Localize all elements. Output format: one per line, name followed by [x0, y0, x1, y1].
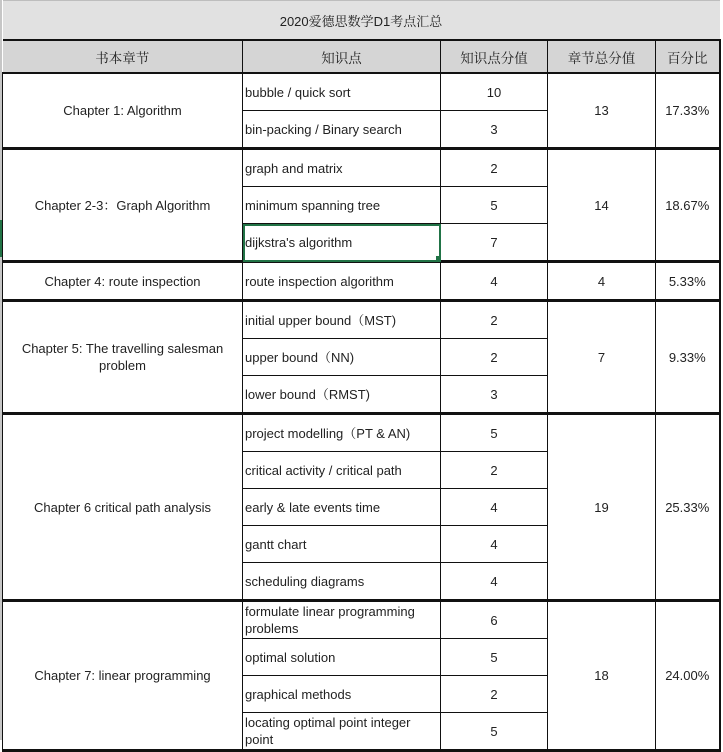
chapter-total-cell[interactable]: 18: [548, 601, 656, 751]
point-score-cell[interactable]: 4: [441, 526, 548, 563]
point-score-cell[interactable]: 3: [441, 376, 548, 414]
point-score-cell[interactable]: 2: [441, 452, 548, 489]
point-score-cell[interactable]: 4: [441, 489, 548, 526]
knowledge-point-cell[interactable]: scheduling diagrams: [243, 563, 441, 601]
chapter-total-cell[interactable]: 4: [548, 262, 656, 301]
header-knowledge-point[interactable]: 知识点: [243, 40, 441, 73]
knowledge-point-cell[interactable]: critical activity / critical path: [243, 452, 441, 489]
knowledge-point-cell[interactable]: route inspection algorithm: [243, 262, 441, 301]
table-title[interactable]: 2020爱德思数学D1考点汇总: [3, 1, 720, 41]
header-chapter-total[interactable]: 章节总分值: [548, 40, 656, 73]
knowledge-point-cell[interactable]: initial upper bound（MST): [243, 301, 441, 339]
table-row: [3, 262, 720, 301]
knowledge-point-cell[interactable]: bin-packing / Binary search: [243, 111, 441, 149]
header-point-score[interactable]: 知识点分值: [441, 40, 548, 73]
percent-cell[interactable]: 9.33%: [656, 301, 720, 414]
cell-text: dijkstra's algorithm: [245, 234, 353, 250]
knowledge-point-cell[interactable]: gantt chart: [243, 526, 441, 563]
table-row: [3, 414, 720, 452]
point-score-cell[interactable]: 4: [441, 563, 548, 601]
fill-handle[interactable]: [436, 256, 441, 261]
knowledge-point-cell[interactable]: project modelling（PT & AN): [243, 414, 441, 452]
chapter-total-cell[interactable]: 19: [548, 414, 656, 601]
chapter-total-cell[interactable]: 14: [548, 149, 656, 262]
point-score-cell[interactable]: 4: [441, 262, 548, 301]
chapter-cell[interactable]: Chapter 1: Algorithm: [3, 73, 243, 149]
knowledge-point-cell[interactable]: minimum spanning tree: [243, 187, 441, 224]
point-score-cell[interactable]: 5: [441, 414, 548, 452]
knowledge-point-cell[interactable]: upper bound（NN): [243, 339, 441, 376]
point-score-cell[interactable]: 2: [441, 339, 548, 376]
header-chapter[interactable]: 书本章节: [3, 40, 243, 73]
table-row: [3, 601, 720, 639]
table-row: [3, 301, 720, 339]
percent-cell[interactable]: 18.67%: [656, 149, 720, 262]
chapter-cell[interactable]: Chapter 6 critical path analysis: [3, 414, 243, 601]
knowledge-point-cell[interactable]: bubble / quick sort: [243, 73, 441, 111]
table-row: [3, 73, 720, 111]
point-score-cell[interactable]: 6: [441, 601, 548, 639]
point-score-cell[interactable]: 7: [441, 224, 548, 262]
point-score-cell[interactable]: 3: [441, 111, 548, 149]
chapter-cell[interactable]: Chapter 5: The travelling salesman problem: [3, 301, 243, 414]
percent-cell[interactable]: 24.00%: [656, 601, 720, 751]
point-score-cell[interactable]: 5: [441, 639, 548, 676]
point-score-cell[interactable]: 2: [441, 676, 548, 713]
knowledge-point-cell[interactable]: formulate linear programming problems: [243, 601, 441, 639]
percent-cell[interactable]: 5.33%: [656, 262, 720, 301]
percent-cell[interactable]: 25.33%: [656, 414, 720, 601]
chapter-cell[interactable]: Chapter 7: linear programming: [3, 601, 243, 751]
selected-knowledge-point-cell[interactable]: [243, 224, 441, 262]
table-row: [3, 149, 720, 187]
knowledge-point-cell[interactable]: graph and matrix: [243, 149, 441, 187]
point-score-cell[interactable]: 5: [441, 187, 548, 224]
knowledge-point-cell[interactable]: lower bound（RMST): [243, 376, 441, 414]
point-score-cell[interactable]: 2: [441, 301, 548, 339]
header-percent[interactable]: 百分比: [656, 40, 720, 73]
knowledge-point-cell[interactable]: graphical methods: [243, 676, 441, 713]
knowledge-point-cell[interactable]: early & late events time: [243, 489, 441, 526]
summary-table: [2, 0, 721, 752]
chapter-cell[interactable]: Chapter 2-3：Graph Algorithm: [3, 149, 243, 262]
point-score-cell[interactable]: 10: [441, 73, 548, 111]
knowledge-point-cell[interactable]: locating optimal point integer point: [243, 713, 441, 751]
chapter-total-cell[interactable]: 7: [548, 301, 656, 414]
chapter-cell[interactable]: Chapter 4: route inspection: [3, 262, 243, 301]
percent-cell[interactable]: 17.33%: [656, 73, 720, 149]
chapter-total-cell[interactable]: 13: [548, 73, 656, 149]
knowledge-point-cell[interactable]: optimal solution: [243, 639, 441, 676]
point-score-cell[interactable]: 2: [441, 149, 548, 187]
point-score-cell[interactable]: 5: [441, 713, 548, 751]
